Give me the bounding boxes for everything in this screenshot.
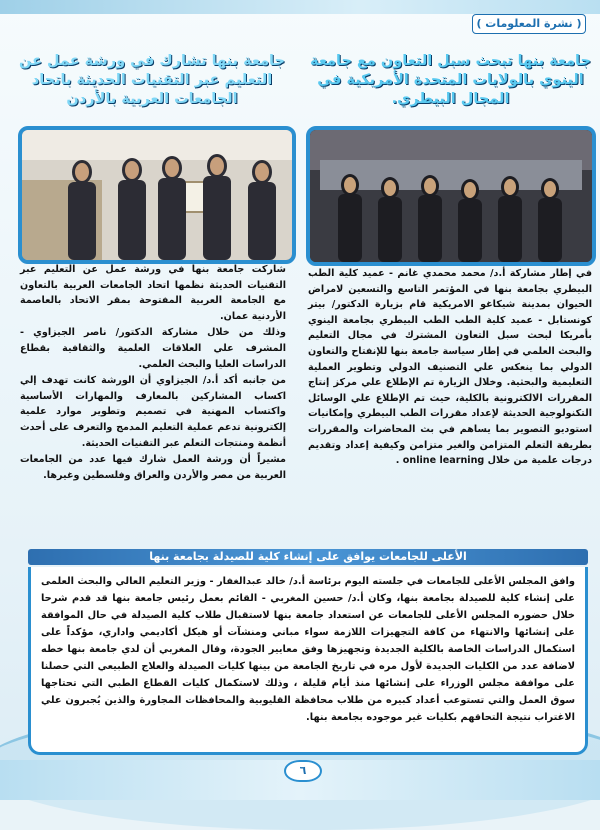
group-photo-image <box>310 130 592 262</box>
article-right-photo <box>306 126 596 266</box>
award-photo-image <box>22 130 292 260</box>
bulletin-tag: ( نشرة المعلومات ) <box>472 14 586 34</box>
article-left-paragraph: مشيراً أن ورشة العمل شارك فيها عدد من الجامعات العربية من مصر والأردن والعراق وفلسطين وغيرها. <box>20 454 286 481</box>
article-left-paragraph: من جانبه أكد أ.د/ الجيزاوي أن الورشة كانت تهدف إلي اكساب المشاركين بالمعارف والمهارات الأساسية واكتساب المهنية في تصميم وتطوير موارد علمية إلكترونية تدعم عملية التعليم المدمج والتعرف على أحدث أنظمة ومنتجات التعلم عبر التقنيات الحديثة. <box>20 375 286 449</box>
bottom-article-banner: الأعلى للجامعات يوافق على إنشاء كلية للصيدلة بجامعة بنها <box>28 549 588 565</box>
article-right-headline: جامعة بنها تبحث سبل التعاون مع جامعة الينوي بالولايات المتحدة الأمريكية في المجال البيطري. <box>310 53 591 107</box>
article-left-paragraph: شاركت جامعة بنها في ورشة عمل عن التعليم عبر التقنيات الحديثة نظمها اتحاد الجامعات العربية بالتعاون مع الجامعة العربية المفتوحة بمقر الاتحاد بالعاصمة الأردنية عمان. <box>20 264 286 322</box>
article-left-paragraph: وذلك من خلال مشاركة الدكتور/ ناصر الجيزاوي - المشرف علي العلاقات العلمية والثقافية بقطاع الدراسات العليا والبحث العلمي. <box>20 327 286 370</box>
page-number: ٦ <box>284 760 322 782</box>
bottom-article-box <box>28 567 588 755</box>
bottom-article-paragraph: وافق المجلس الأعلى للجامعات في جلسته اليوم برئاسة أ.د/ خالد عبدالغفار - وزير التعليم العالي والبحث العلمى على إنشاء كلية للصيدلة بجامعة بنها، وكان أ.د/ حسين المغربي - القائم بعمل رئيس جامعة بنها قد قدم شرحا خلال حضوره المجلس الأعلى للجامعات عن استعداد جامعة بنها لاستقبال طلاب كلية الصيدلة في حال الموافقة على إنشائها والانتهاء من كافة التجهيزات اللازمة سواء مباني ومنشآت أو هيكل أكاديمي واداري، مؤكداً على استكمال الدراسات الخاصة بالكلية الجديدة وتجهيزها وفق معايير الجودة، وقال المغربي أن لدي جامعة بنها خطه لاضافة عدد من الكليات الجديدة لأول مره في تاريخ الجامعة من بينها كليات الصيدلة والعلاج الطبيعي التي حصلنا على موافقة مجلس الوزراء على إنشائها منذ أيام قليلة ، وذلك لاستكمال كليات القطاع الطبي التي تحتاجها سوق العمل والتي تستوعب أعداد كبيره من طلاب محافظة القليوبية والمحافظات المجاورة والذين يُجبرون علي الاغتراب نتيجة التحاقهم بكليات غير موجوده بجامعة بنها. <box>41 576 575 723</box>
article-right-paragraph: في إطار مشاركة أ.د/ محمد محمدي غانم - عميد كلية الطب البيطري بجامعة بنها في المؤتمر التاسع والتسعين لامراض الحيوان بمدينة شيكاغو الامريكية قام بزيارة الدكتور/ بيتر كونستابل - عميد كلية الطب الطب البيطري بجامعة الينوي بأمريكا لبحث سبل التعاون المشترك في مجال التعليم والبحث العلمي في إطار سياسة جامعة بنها للإنفتاح والتعاون الدولي بما ينعكس علي التصنيف الدولي وتطوير العملية التعليمية والبحثية. وخلال الزيارة تم الإطلاع علي مركز إنتاج المقررات الالكترونية بالكلية، حيث تم الإطلاع علي الوسائل التكنولوجية الحديثة لإعداد مقررات الطب البيطري وإمكانيات استوديو التصوير بما يساهم في بث المحاضرات والمقررات بطريقة التعلم المتزامن والغير متزامن وكيفية إعداد وتقديم درجات علمية من خلال online learning . <box>308 268 592 467</box>
top-decoration <box>0 0 600 14</box>
article-left-body <box>20 262 286 484</box>
article-left-photo <box>18 126 296 264</box>
article-right-body <box>308 266 592 470</box>
article-left-headline: جامعة بنها تشارك في ورشة عمل عن التعليم عبر التقنيات الحديثة باتحاد الجامعات العربية بالأردن <box>19 53 285 107</box>
